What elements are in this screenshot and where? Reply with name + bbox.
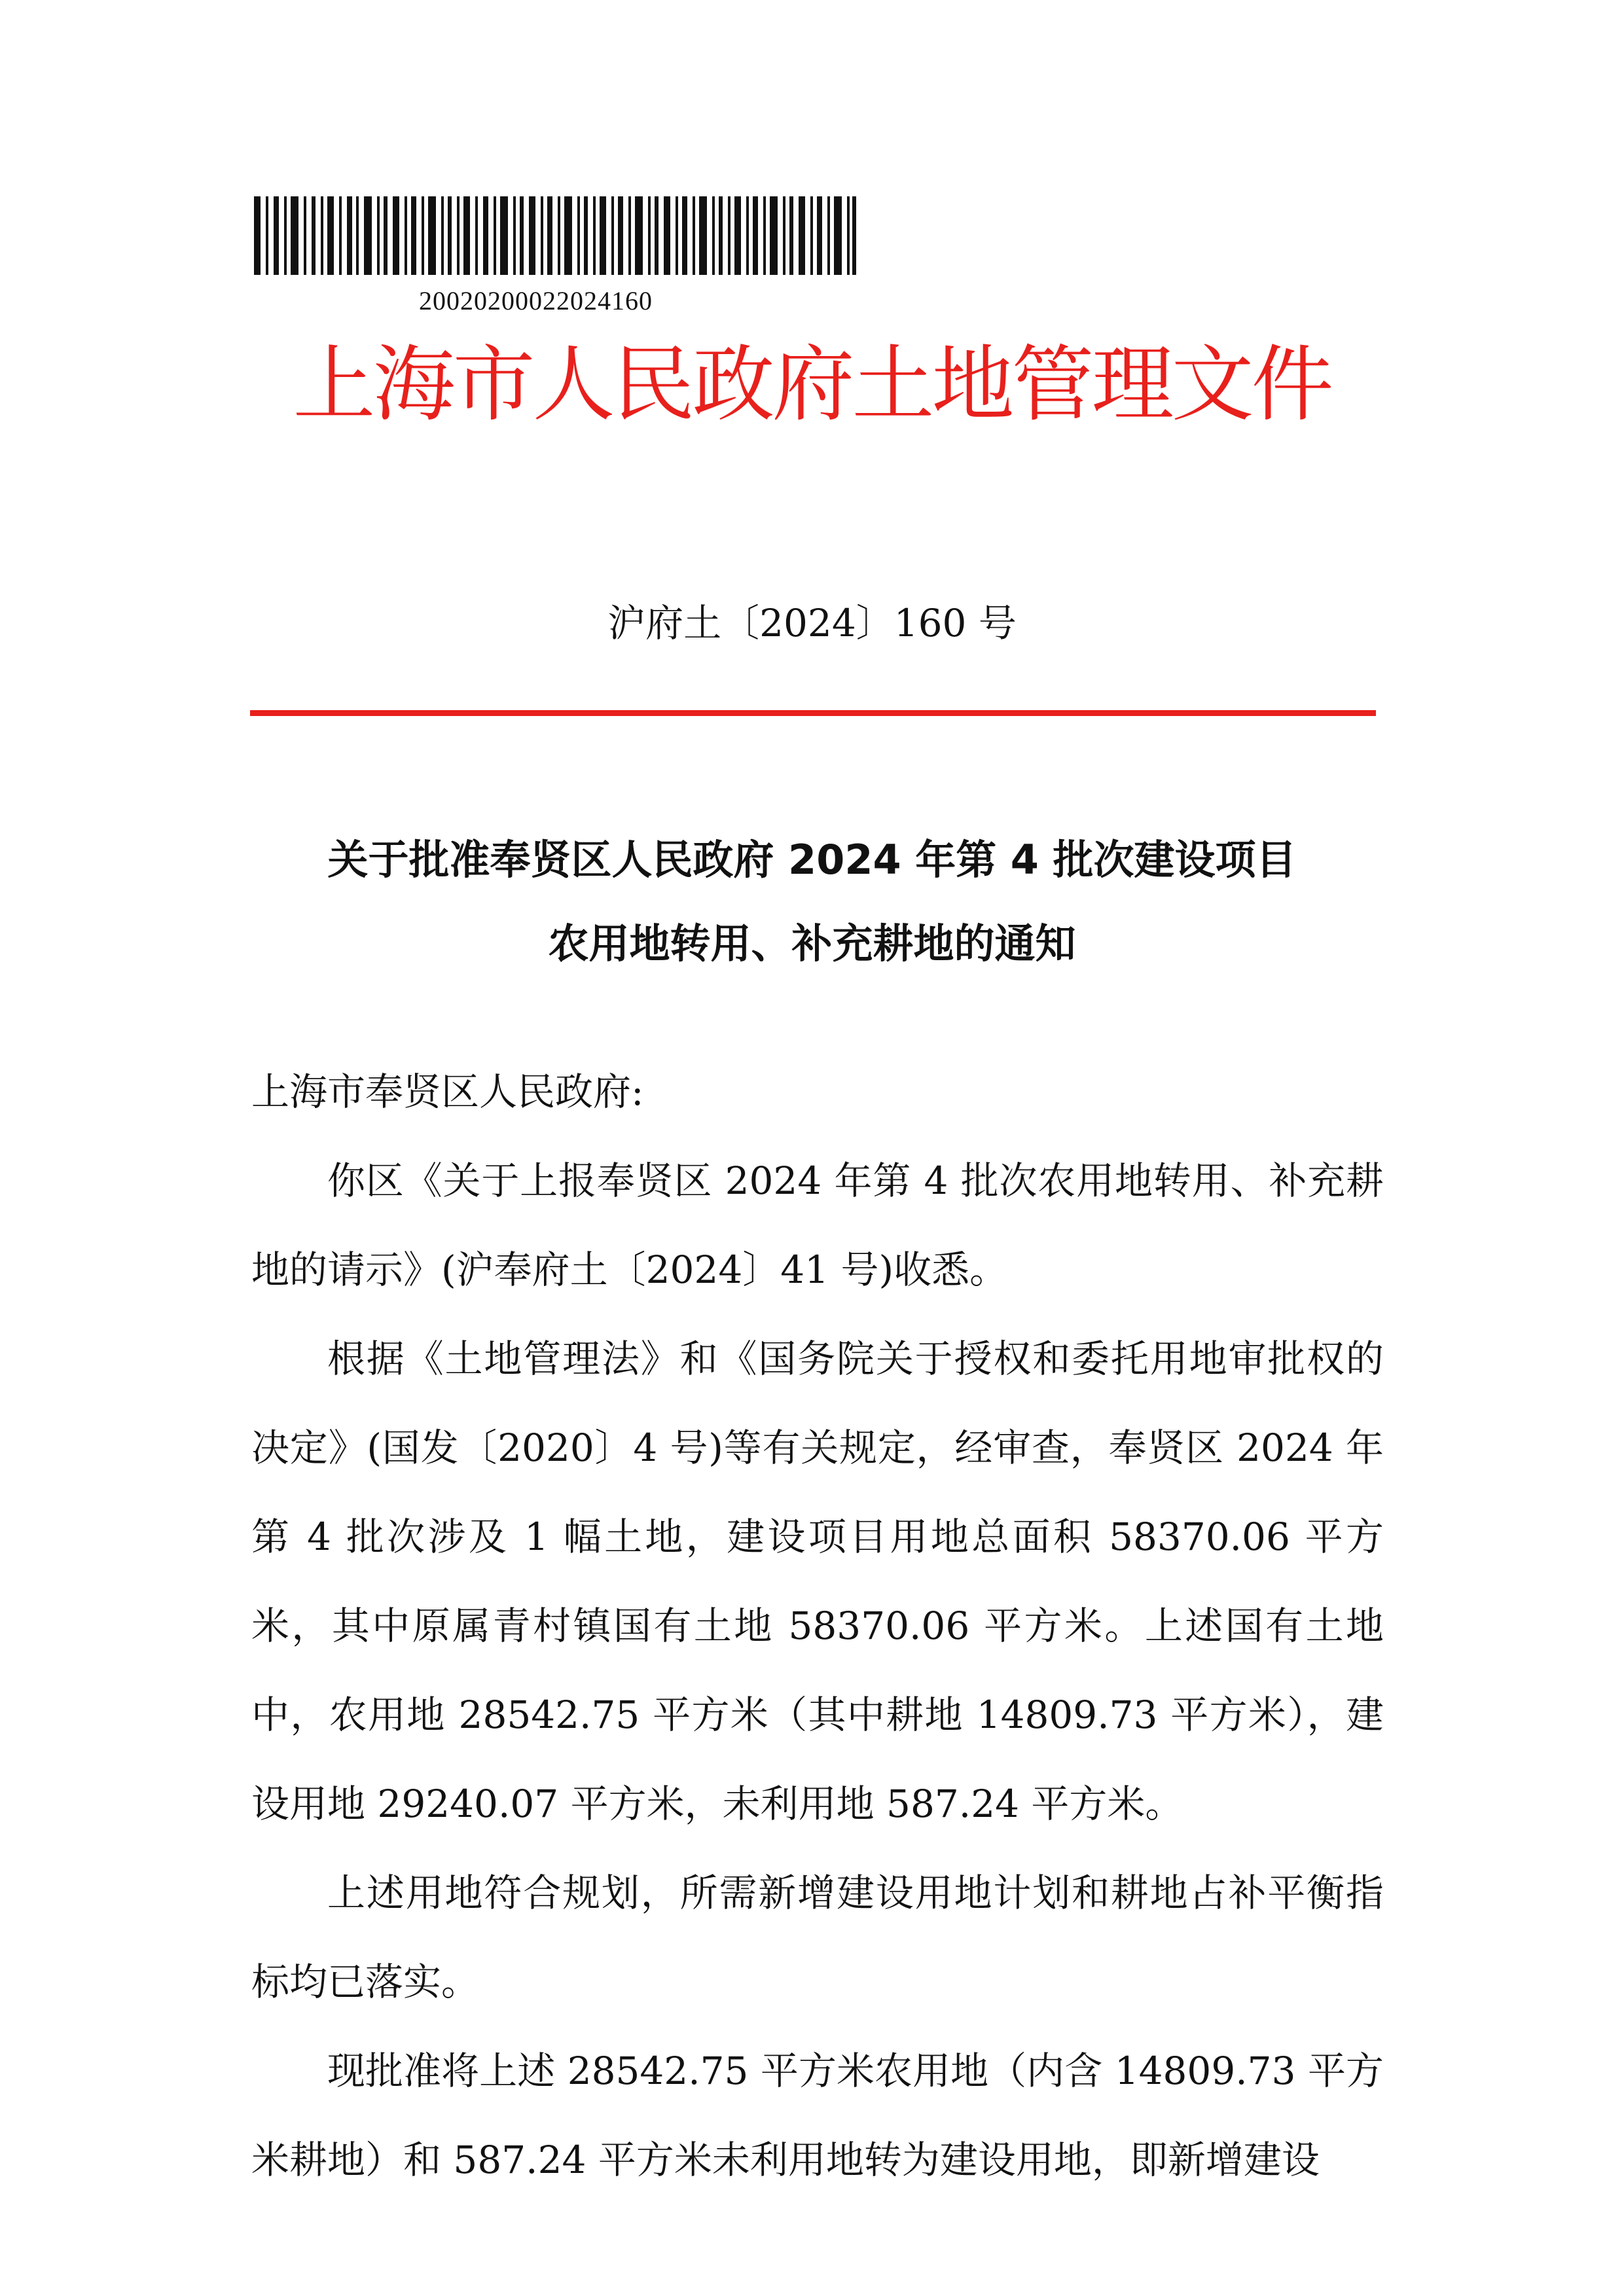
- document-title-line-1: 关于批准奉贤区人民政府 2024 年第 4 批次建设项目: [327, 836, 1297, 884]
- document-number: 沪府土〔2024〕160 号: [607, 601, 1017, 645]
- salutation: 上海市奉贤区人民政府:: [251, 1069, 644, 1114]
- issuer-header-title: 上海市人民政府土地管理文件: [293, 336, 1331, 433]
- body-paragraph-4: 现批准将上述 28542.75 平方米农用地（内含 14809.73 平方米耕地）和 587.24 平方米未利用地转为建设用地，即新增建设: [251, 2049, 1384, 2182]
- body-paragraph-3: 上述用地符合规划，所需新增建设用地计划和耕地占补平衡指标均已落实。: [251, 1871, 1384, 2004]
- barcode-number: 20020200022024160: [419, 286, 653, 315]
- barcode: [254, 196, 856, 275]
- document-title: [0, 818, 1624, 986]
- document-title-line-2: 农用地转用、补充耕地的通知: [548, 920, 1076, 967]
- document-body: [251, 1047, 1384, 2204]
- body-paragraph-2: 根据《土地管理法》和《国务院关于授权和委托用地审批权的决定》(国发〔2020〕4 号)等有关规定，经审查，奉贤区 2024 年第 4 批次涉及 1 幅土地，建设项目用地总面积 58370.06 平方米，其中原属青村镇国有土地 58370.06 平方米。上述国有土地中，农用地 28542.75 平方米（其中耕地 14809.73 平方米），建设用地 29240.07 平方米，未利用地 587.24 平方米。: [251, 1336, 1384, 1826]
- red-divider-line: [250, 710, 1376, 716]
- body-paragraph-1: 你区《关于上报奉贤区 2024 年第 4 批次农用地转用、补充耕地的请示》(沪奉府土〔2024〕41 号)收悉。: [251, 1158, 1384, 1292]
